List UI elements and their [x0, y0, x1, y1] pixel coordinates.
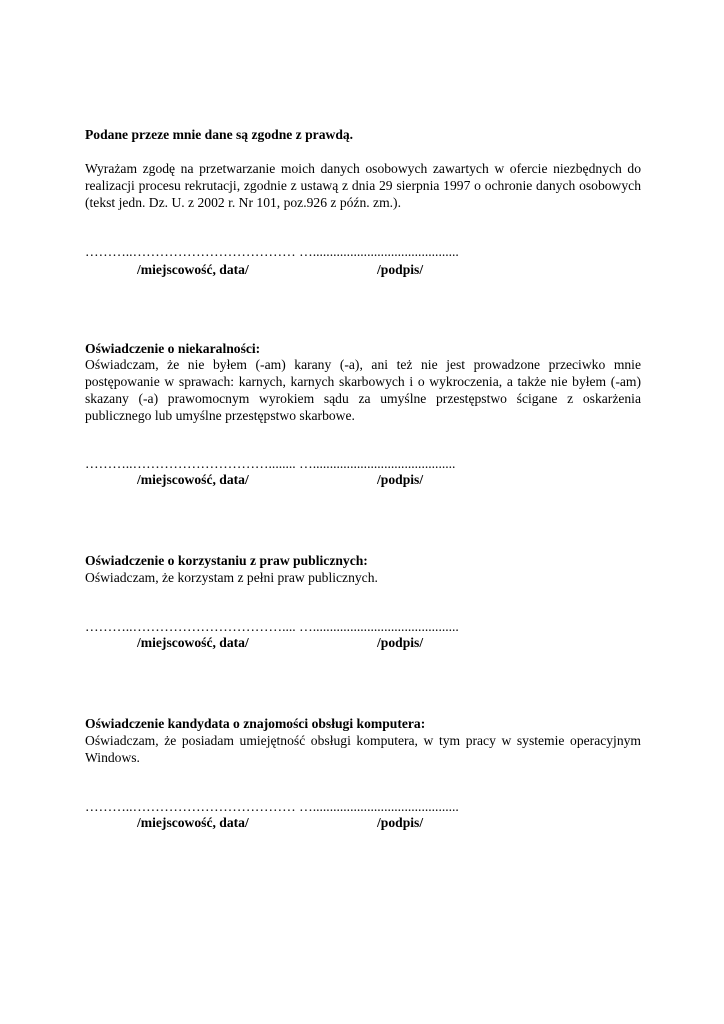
- public-rights-text: Oświadczam, że korzystam z pełni praw publicznych.: [85, 570, 378, 585]
- criminal-record-text: Oświadczam, że nie byłem (-am) karany (-a), ani też nie jest prowadzone przeciwko mnie postępowanie w sprawach: karnych, karnych skarbowych i o wykroczenia, a także nie byłem (-am) skazany (-a) prawomocnym wyrokiem sądu za umyślne przestępstwo ścigane z oskarżenia publicznego lub umyślne przestępstwo skarbowe.: [85, 357, 641, 423]
- place-date-label: /miejscowość, data/: [137, 262, 249, 277]
- signature-label: /podpis/: [377, 472, 424, 487]
- computer-skills-heading: Oświadczenie kandydata o znajomości obsługi komputera:: [85, 716, 426, 731]
- place-date-label: /miejscowość, data/: [137, 472, 249, 487]
- truth-heading: Podane przeze mnie dane są zgodne z prawdą.: [85, 127, 354, 142]
- criminal-record-heading: Oświadczenie o niekaralności:: [85, 341, 261, 356]
- data-consent-text: Wyrażam zgodę na przetwarzanie moich danych osobowych zawartych w ofercie niezbędnych do realizacji procesu rekrutacji, zgodnie z ustawą z dnia 29 sierpnia 1997 o ochronie danych osobowych (tekst jedn. Dz. U. z 2002 r. Nr 101, poz.926 z późn. zm.).: [85, 161, 641, 210]
- place-date-label: /miejscowość, data/: [137, 635, 249, 650]
- signature-label: /podpis/: [377, 262, 424, 277]
- signature-line: ………..……………………………… …...........................................: [85, 244, 459, 259]
- signature-line: ………..……………………………… …...........................................: [85, 799, 459, 814]
- signature-label: /podpis/: [377, 815, 424, 830]
- signature-label: /podpis/: [377, 635, 424, 650]
- computer-skills-text: Oświadczam, że posiadam umiejętność obsługi komputera, w tym pracy w systemie operacyjnym Windows.: [85, 733, 641, 765]
- signature-line: ………..…………………………........ …..........................................: [85, 456, 456, 471]
- public-rights-heading: Oświadczenie o korzystaniu z praw publicznych:: [85, 553, 368, 568]
- signature-line: ………..…………………………….... …...........................................: [85, 619, 459, 634]
- place-date-label: /miejscowość, data/: [137, 815, 249, 830]
